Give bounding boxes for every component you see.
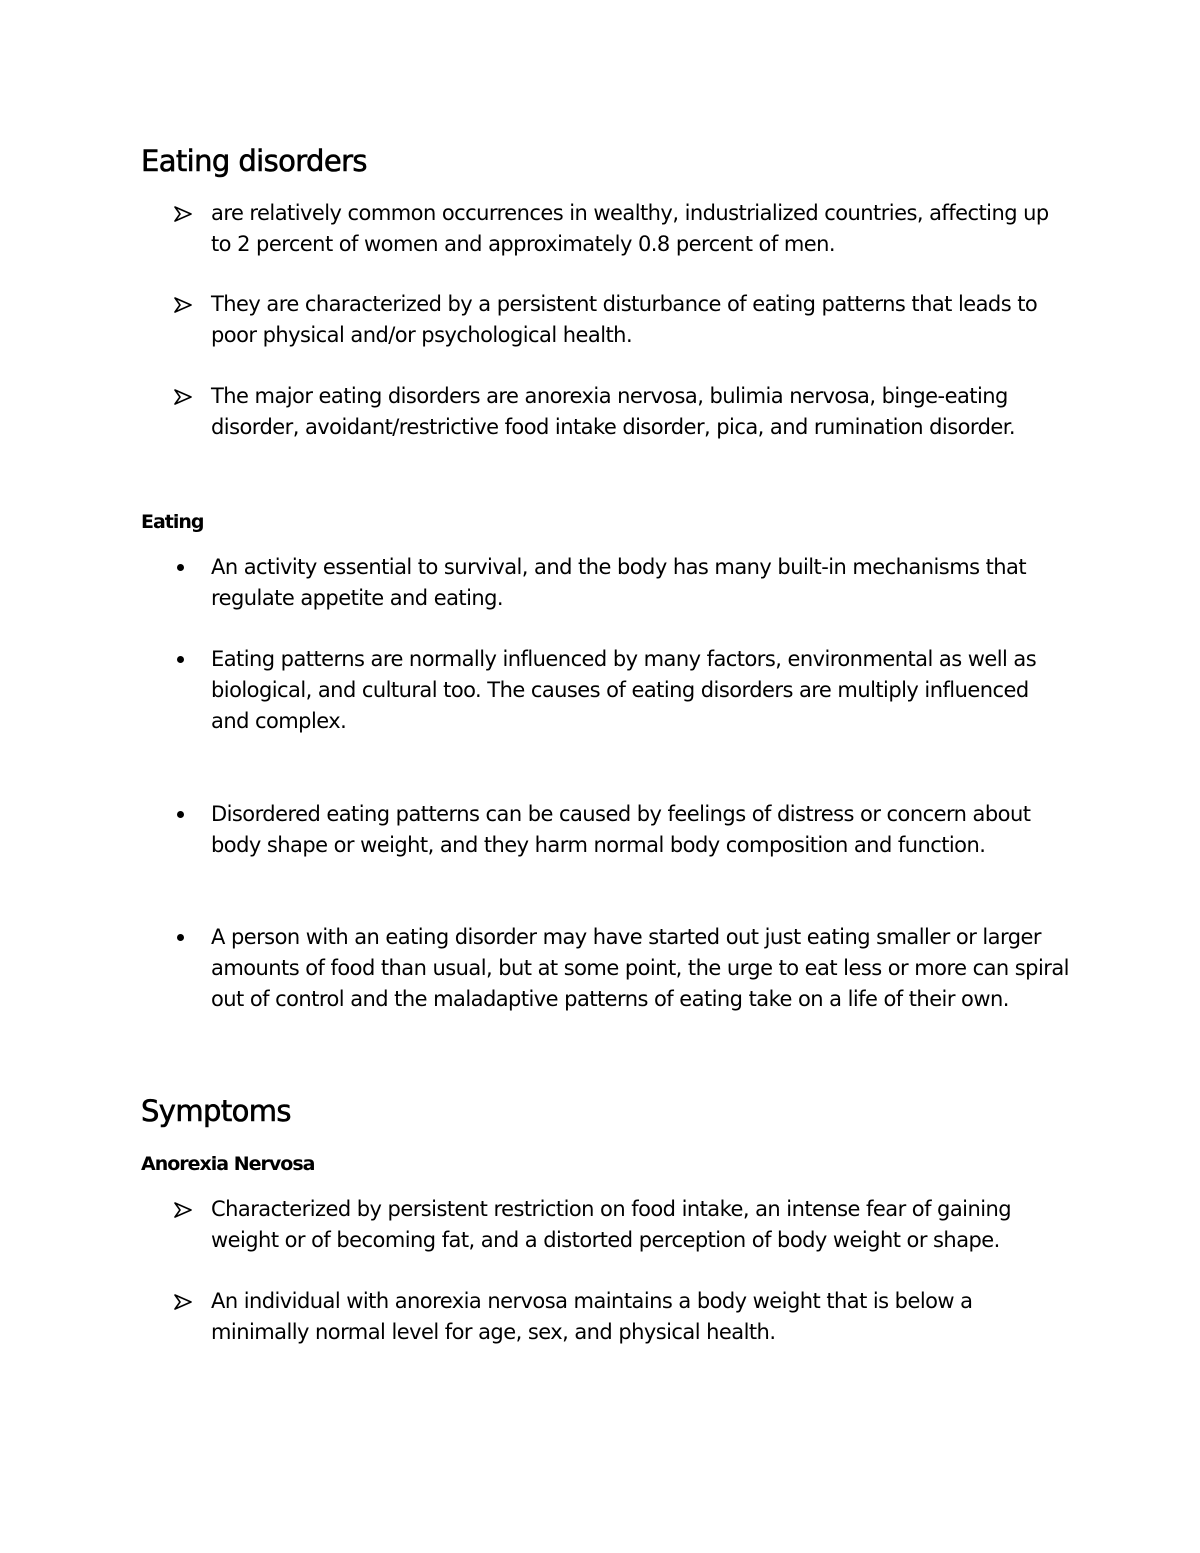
- bullet-dot-icon: [174, 552, 198, 583]
- list-item: An individual with anorexia nervosa maintains a body weight that is below a minimally normal level for age, sex, and physical health.: [211, 1289, 973, 1344]
- heading-eating-disorders: Eating disorders: [141, 144, 367, 178]
- list-item: They are characterized by a persistent disturbance of eating patterns that leads to poor physical and/or psychological health.: [211, 292, 1038, 347]
- heading-symptoms: Symptoms: [141, 1094, 291, 1128]
- bullet-dot-icon: [174, 799, 198, 830]
- heading-eating: Eating: [141, 511, 204, 533]
- list-item: Disordered eating patterns can be caused by feelings of distress or concern about body shape or weight, and they harm normal body composition and function.: [211, 802, 1031, 857]
- bullet-dot-icon: [174, 644, 198, 675]
- list-item: The major eating disorders are anorexia nervosa, bulimia nervosa, binge-eating disorder, avoidant/restrictive food intake disorder, pica, and rumination disorder.: [211, 384, 1016, 439]
- arrow-bullet-icon: [174, 198, 198, 229]
- list-item: An activity essential to survival, and the body has many built-in mechanisms that regulate appetite and eating.: [211, 555, 1027, 610]
- heading-anorexia-nervosa: Anorexia Nervosa: [141, 1153, 315, 1175]
- arrow-bullet-icon: [174, 289, 198, 320]
- bullet-dot-icon: [174, 922, 198, 953]
- list-item: Characterized by persistent restriction on food intake, an intense fear of gaining weight or of becoming fat, and a distorted perception of body weight or shape.: [211, 1197, 1012, 1252]
- arrow-bullet-icon: [174, 381, 198, 412]
- list-item: are relatively common occurrences in wealthy, industrialized countries, affecting up to 2 percent of women and approximately 0.8 percent of men.: [211, 201, 1049, 256]
- arrow-bullet-icon: [174, 1286, 198, 1317]
- list-item: Eating patterns are normally influenced by many factors, environmental as well as biological, and cultural too. The causes of eating disorders are multiply influenced and complex.: [211, 647, 1037, 733]
- list-item: A person with an eating disorder may have started out just eating smaller or larger amounts of food than usual, but at some point, the urge to eat less or more can spiral out of control and the maladaptive patterns of eating take on a life of their own.: [211, 925, 1069, 1011]
- arrow-bullet-icon: [174, 1194, 198, 1225]
